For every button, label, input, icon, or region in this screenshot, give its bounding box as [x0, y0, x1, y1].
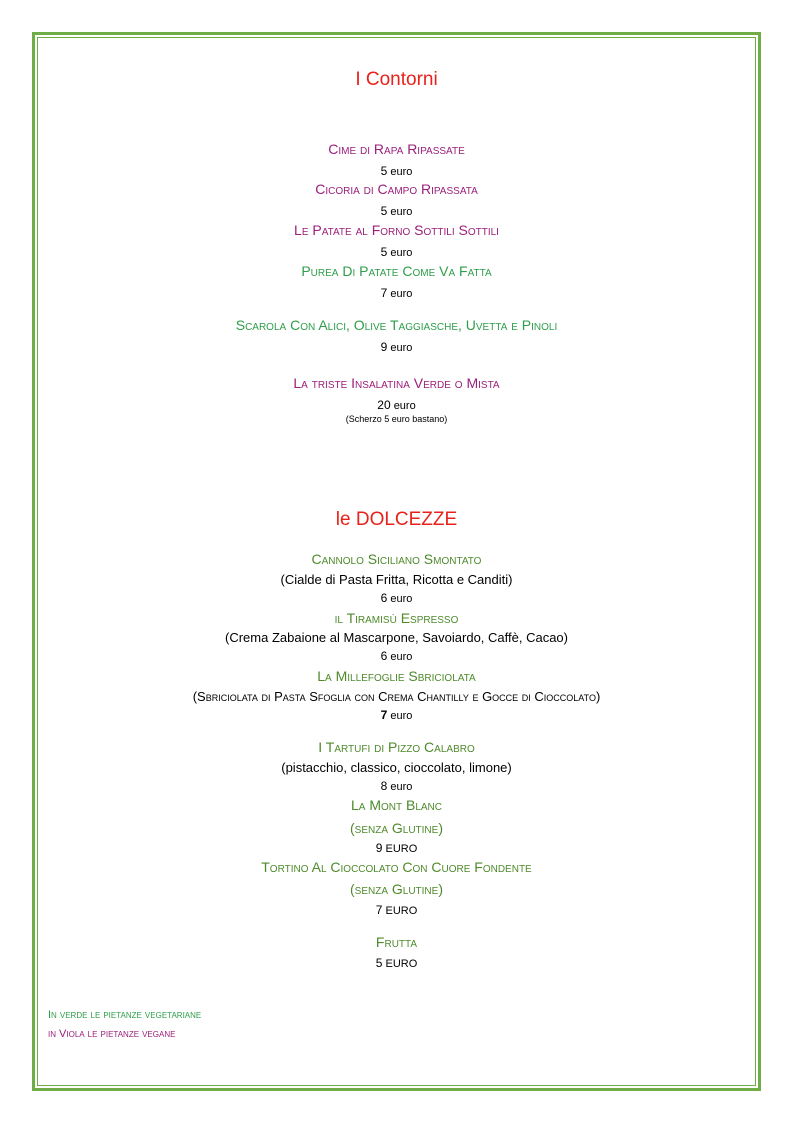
dolcezze-item-price: 9 EURO — [375, 841, 418, 855]
contorni-heading: I Contorni — [355, 69, 438, 90]
dolcezze-item-name: I Tartufi di Pizzo Calabro — [318, 739, 475, 755]
dolcezze-item-desc: (Sbriciolata di Pasta Sfoglia con Crema Chantilly e Gocce di Cioccolato) — [192, 689, 601, 704]
contorni-item-price: 7 euro — [380, 286, 413, 300]
dolcezze-item-price: 8 euro — [380, 779, 413, 793]
dolcezze-item-price: 5 EURO — [375, 956, 418, 970]
contorni-item-name: Scarola Con Alici, Olive Taggiasche, Uvetta e Pinoli — [235, 317, 558, 333]
contorni-item-note: (Scherzo 5 euro bastano) — [345, 414, 448, 424]
dolcezze-item-desc: (senza Glutine) — [349, 820, 443, 836]
dolcezze-item-price: 7 euro — [380, 708, 413, 722]
contorni-item-price: 5 euro — [380, 245, 413, 259]
dolcezze-item-desc: (pistacchio, classico, cioccolato, limone) — [281, 760, 512, 775]
dolcezze-item-name: Tortino Al Cioccolato Con Cuore Fondente — [261, 859, 532, 875]
legend-vegetarian: In verde le pietanze vegetariane — [48, 1009, 202, 1021]
dolcezze-item-price: 6 euro — [380, 649, 413, 663]
dolcezze-item-price: 6 euro — [380, 591, 413, 605]
dolcezze-heading: le DOLCEZZE — [335, 509, 458, 530]
contorni-item-name: Le Patate al Forno Sottili Sottili — [294, 222, 499, 238]
dolcezze-item-name: il Tiramisù Espresso — [334, 610, 459, 626]
dolcezze-item-price: 7 EURO — [375, 903, 418, 917]
contorni-item-name: Purea Di Patate Come Va Fatta — [301, 263, 492, 279]
dolcezze-item-desc: (senza Glutine) — [349, 881, 443, 897]
contorni-item-price: 20 euro — [377, 398, 416, 412]
dolcezze-item-desc: (Crema Zabaione al Mascarpone, Savoiardo, Caffè, Cacao) — [225, 630, 568, 645]
contorni-item-price: 9 euro — [380, 340, 413, 354]
dolcezze-item-desc: (Cialde di Pasta Fritta, Ricotta e Canditi) — [280, 572, 513, 587]
contorni-item-name: Cime di Rapa Ripassate — [328, 141, 465, 157]
contorni-item-name: Cicoria di Campo Ripassata — [315, 181, 478, 197]
dolcezze-item-name: La Millefoglie Sbriciolata — [317, 668, 476, 684]
dolcezze-item-name: Cannolo Siciliano Smontato — [311, 551, 482, 567]
dolcezze-item-name: La Mont Blanc — [350, 797, 443, 813]
contorni-item-price: 5 euro — [380, 164, 413, 178]
contorni-item-price: 5 euro — [380, 204, 413, 218]
contorni-item-name: La triste Insalatina Verde o Mista — [293, 375, 500, 391]
dolcezze-item-name: Frutta — [375, 934, 418, 950]
legend-vegan: in Viola le pietanze vegane — [48, 1028, 176, 1040]
